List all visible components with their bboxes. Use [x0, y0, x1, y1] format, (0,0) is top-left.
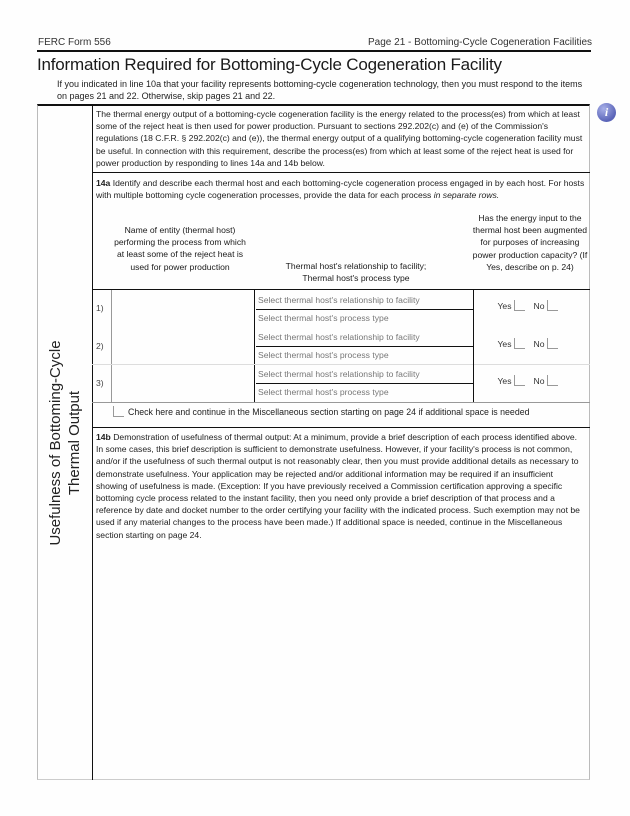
augmented-choice-1: [474, 300, 590, 311]
side-label-line-1: Usefulness of Bottoming-Cycle: [46, 340, 64, 546]
question-text: Demonstration of usefulness of thermal output: At a minimum, provide a brief description of each process identified above. In some cases, this brief description is sufficient to demonstrate usefulness. However, if your facility's process is not common, and/or if the usefulness of such thermal output is not reasonably clear, then you must provide additional details as necessary to demonstrate usefulness. Your application may be rejected and/or additional information may be required if an insufficient showing of usefulness is made. (Exception: If you have previously received a Commission certification approving a specific bottoming cycle process related to the instant facility, then you need only provide a brief description of that process and a reference by date and docket number to the order certifying your facility with the indicated process. Such exemption may not be used if any material changes to the process have been made.) If additional space is needed, continue in the Miscellaneous section starting on page 24.: [96, 432, 580, 540]
row-separator: [92, 364, 590, 365]
augmented-choice-3: [474, 375, 590, 386]
additional-space-label: Check here and continue in the Miscellaneous section starting on page 24 if additional space is needed: [128, 407, 530, 417]
additional-space-option: [113, 406, 530, 417]
no-label: No: [533, 301, 545, 311]
process-type-select-2[interactable]: Select thermal host's process type: [258, 350, 389, 360]
thermal-host-name-input-1[interactable]: [112, 290, 259, 328]
divider: [92, 402, 590, 403]
question-14a: [96, 177, 588, 201]
column-header-augmented: Has the energy input to the thermal host been augmented for purposes of increasing power production capacity? (If Yes, describe on p. 24): [472, 213, 588, 272]
process-type-select-3[interactable]: Select thermal host's process type: [258, 387, 389, 397]
thermal-host-name-column: [111, 290, 255, 402]
process-type-select-1[interactable]: Select thermal host's process type: [258, 313, 389, 323]
yes-label: Yes: [497, 376, 512, 386]
usefulness-description-textarea[interactable]: [93, 560, 593, 782]
question-number: 14a: [96, 178, 111, 188]
side-label-line-2: Thermal Output: [65, 390, 83, 496]
page-label: Page 21 - Bottoming-Cycle Cogeneration Facilities: [368, 37, 592, 48]
question-number: 14b: [96, 432, 111, 442]
divider: [92, 172, 590, 173]
question-text: Identify and describe each thermal host and each bottoming-cycle cogeneration process engaged in by each host. For hosts with multiple bottoming cycle cogeneration processes, provide the data for each process: [96, 178, 585, 201]
relationship-select-3[interactable]: Select thermal host's relationship to facility: [258, 369, 420, 379]
form-name: FERC Form 556: [38, 37, 111, 48]
no-label: No: [533, 376, 545, 386]
row-number: 1): [96, 303, 104, 313]
header-divider: [37, 50, 591, 52]
augmented-choice-2: [474, 338, 590, 349]
yes-label: Yes: [497, 339, 512, 349]
yes-label: Yes: [497, 301, 512, 311]
relationship-select-2[interactable]: Select thermal host's relationship to facility: [258, 332, 420, 342]
yes-checkbox-1[interactable]: [514, 300, 525, 311]
yes-checkbox-2[interactable]: [514, 338, 525, 349]
column-header-name: Name of entity (thermal host) performing the process from which at least some of the reject heat is used for power production: [114, 225, 246, 272]
column-header-relationship-line1: Thermal host's relationship to facility;: [285, 261, 427, 271]
question-text-italic: in separate rows.: [433, 190, 500, 201]
additional-space-checkbox[interactable]: [113, 406, 124, 417]
page-title: Information Required for Bottoming-Cycle Cogeneration Facility: [37, 55, 502, 74]
column-header-relationship: [256, 260, 456, 284]
no-checkbox-2[interactable]: [547, 338, 558, 349]
thermal-host-name-input-2[interactable]: [112, 327, 259, 365]
relationship-select-1[interactable]: Select thermal host's relationship to facility: [258, 295, 420, 305]
thermal-host-name-input-3[interactable]: [112, 365, 259, 403]
page-intro: If you indicated in line 10a that your facility represents bottoming-cycle cogeneration technology, then you must respond to the items on pages 21 and 22. Otherwise, skip pages 21 and 22.: [57, 79, 583, 101]
section-side-label: [46, 340, 84, 545]
no-checkbox-3[interactable]: [547, 375, 558, 386]
divider: [92, 427, 590, 428]
row-number: 2): [96, 341, 104, 351]
column-header-relationship-line2: Thermal host's process type: [302, 273, 410, 284]
no-label: No: [533, 339, 545, 349]
section-intro-text: The thermal energy output of a bottoming-cycle cogeneration facility is the energy related to the process(es) from which at least some of the reject heat is then used for power production. Pursuant to sections 292.202(c) and (e) of the Commission's regulations (18 C.F.R. § 292.202(c) and (e)), the thermal energy output of a qualifying bottoming-cycle cogeneration facility must be useful. In connection with this requirement, describe the process(es) from which at least some of the reject heat is used for power production by responding to lines 14a and 14b below.: [96, 109, 583, 168]
info-icon[interactable]: i: [597, 103, 616, 122]
yes-checkbox-3[interactable]: [514, 375, 525, 386]
no-checkbox-1[interactable]: [547, 300, 558, 311]
row-number: 3): [96, 378, 104, 388]
section-side-column: [37, 106, 92, 780]
question-14b: [96, 431, 586, 541]
